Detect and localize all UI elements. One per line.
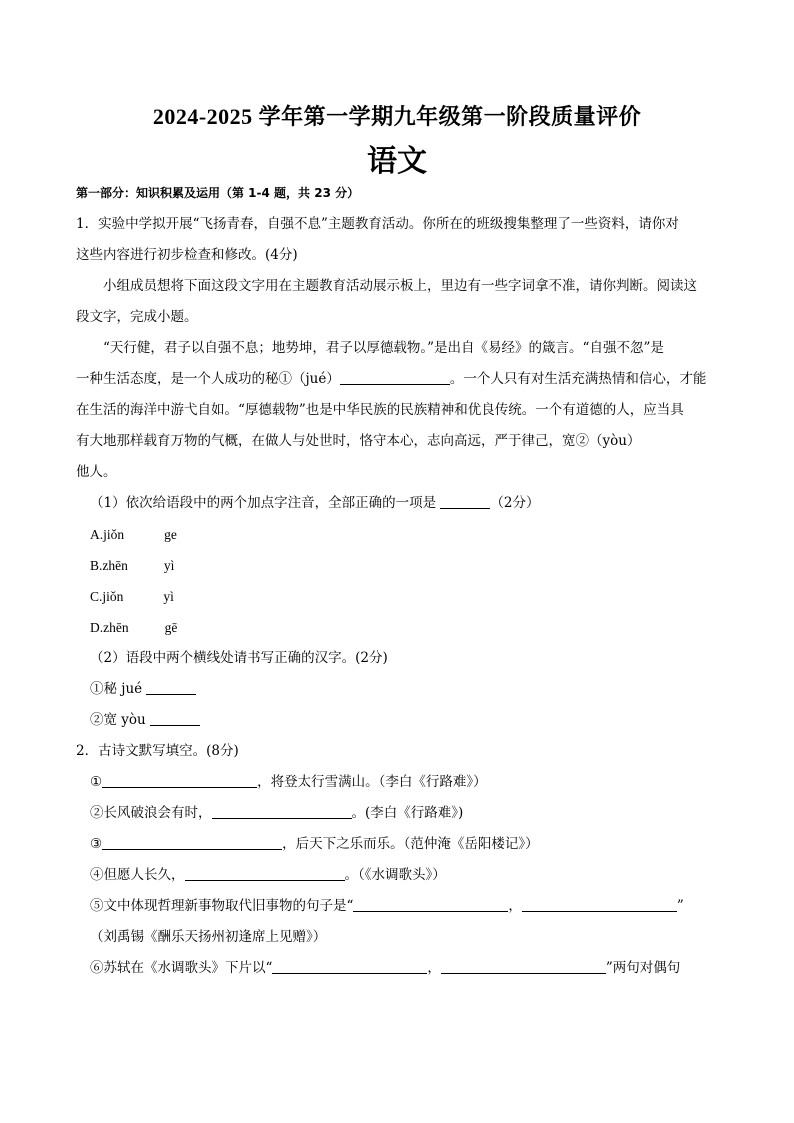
q1-passage3: 在生活的海洋中游弋自如。“厚德载物”也是中华民族的民族精神和优良传统。一个有道德的人，应当具 (76, 402, 684, 418)
option-b[interactable] (76, 550, 718, 581)
line2-text-b: 。(李白《行路难》) (351, 805, 464, 821)
line3-text: ，后天下之乐而乐。（范仲淹《岳阳楼记》） (282, 836, 539, 852)
option-c[interactable] (76, 581, 718, 612)
line1-text: ，将登太行雪满山。（李白《行路难》） (257, 774, 487, 790)
q2-line5 (76, 891, 718, 922)
answer-blank[interactable] (441, 959, 606, 974)
subject-title: 语文 (367, 144, 427, 179)
q1-line1: 1．实验中学拟开展“飞扬青春，自强不息”主题教育活动。你所在的班级搜集整理了一些资料，请你对 (76, 216, 679, 232)
q1-passage4: 有大地那样载育万物的气概，在做人与处世时，恪守本心，志向高远，严于律己，宽②（yòu） (76, 433, 641, 449)
line4-text-a: ④但愿人长久， (90, 867, 185, 883)
line6-comma: ， (427, 960, 441, 976)
answer-blank[interactable] (272, 959, 427, 974)
line6-text-a: ⑥苏轼在《水调歌头》下片以“ (90, 960, 273, 976)
line5-comma: ， (508, 898, 522, 914)
option-d[interactable] (76, 612, 718, 643)
q2-line4 (76, 860, 718, 891)
answer-blank[interactable] (440, 494, 490, 509)
q2-line2 (76, 798, 718, 829)
q2-heading: 2．古诗文默写填空。(8分) (76, 743, 239, 759)
answer-blank[interactable] (340, 370, 450, 385)
q2-line3 (76, 829, 718, 860)
q1-passage1: “天行健，君子以自强不息；地势坤，君子以厚德载物。”是出自《易经》的箴言。“自强不忽”是 (103, 340, 664, 356)
line3-num: ③ (90, 836, 103, 852)
q1-passage5: 他人。 (76, 464, 117, 480)
q2-line6 (76, 953, 718, 984)
q1-fill1 (76, 674, 718, 705)
sub1-text: （1）依次给语段中的两个加点字注音，全部正确的一项是 (90, 495, 437, 511)
answer-blank[interactable] (146, 680, 196, 695)
q1-intro2: 段文字，完成小题。 (76, 309, 198, 325)
option-pinyin: yì (163, 558, 175, 573)
passage2-text-a: 一种生活态度，是一个人成功的秘①（jué） (76, 371, 340, 387)
q1-sub2: （2）语段中两个横线处请书写正确的汉字。(2分) (90, 650, 388, 666)
line5-text-a: ⑤文中体现哲理新事物取代旧事物的句子是“ (90, 898, 354, 914)
answer-blank[interactable] (185, 866, 345, 881)
option-label: A.jiǒn (90, 527, 125, 542)
q2-line5-source: （刘禹锡《酬乐天扬州初逢席上见赠》） (90, 929, 327, 945)
answer-blank[interactable] (150, 711, 200, 726)
line1-num: ① (90, 774, 103, 790)
q1-sub1 (76, 488, 718, 519)
exam-title: 2024-2025 学年第一学期九年级第一阶段质量评价 (152, 104, 642, 129)
answer-blank[interactable] (102, 773, 257, 788)
fill1-label: ①秘 jué (90, 681, 143, 697)
option-label: D.zhēn (90, 620, 129, 635)
answer-blank[interactable] (522, 897, 677, 912)
passage2-text-b: 。一个人只有对生活充满热情和信心，才能 (449, 371, 707, 387)
option-pinyin: gē (164, 620, 178, 635)
option-label: C.jiǒn (90, 589, 124, 604)
option-label: B.zhēn (90, 558, 128, 573)
line2-text-a: ②长风破浪会有时， (90, 805, 212, 821)
q2-line1 (76, 767, 718, 798)
q1-fill2 (76, 705, 718, 736)
answer-blank[interactable] (353, 897, 508, 912)
option-pinyin: ge (164, 527, 177, 542)
q1-line2: 这些内容进行初步检查和修改。(4分) (76, 247, 298, 263)
answer-blank[interactable] (212, 804, 352, 819)
sub1-score: （2分） (490, 495, 540, 511)
part1-heading: 第一部分：知识积累及运用（第 1-4 题，共 23 分） (76, 186, 360, 200)
option-a[interactable] (76, 519, 718, 550)
line5-quote: ” (676, 898, 684, 914)
line6-text-c: ”两句对偶句 (605, 960, 681, 976)
exam-body (76, 183, 718, 984)
q1-intro1: 小组成员想将下面这段文字用在主题教育活动展示板上，里边有一些字词拿不准，请你判断。阅读这 (103, 278, 697, 294)
line4-text-b: 。（《水调歌头》） (344, 867, 446, 883)
q1-passage2 (76, 364, 718, 395)
answer-blank[interactable] (102, 835, 282, 850)
fill2-label: ②宽 yòu (90, 712, 146, 728)
option-pinyin: yì (163, 589, 174, 604)
